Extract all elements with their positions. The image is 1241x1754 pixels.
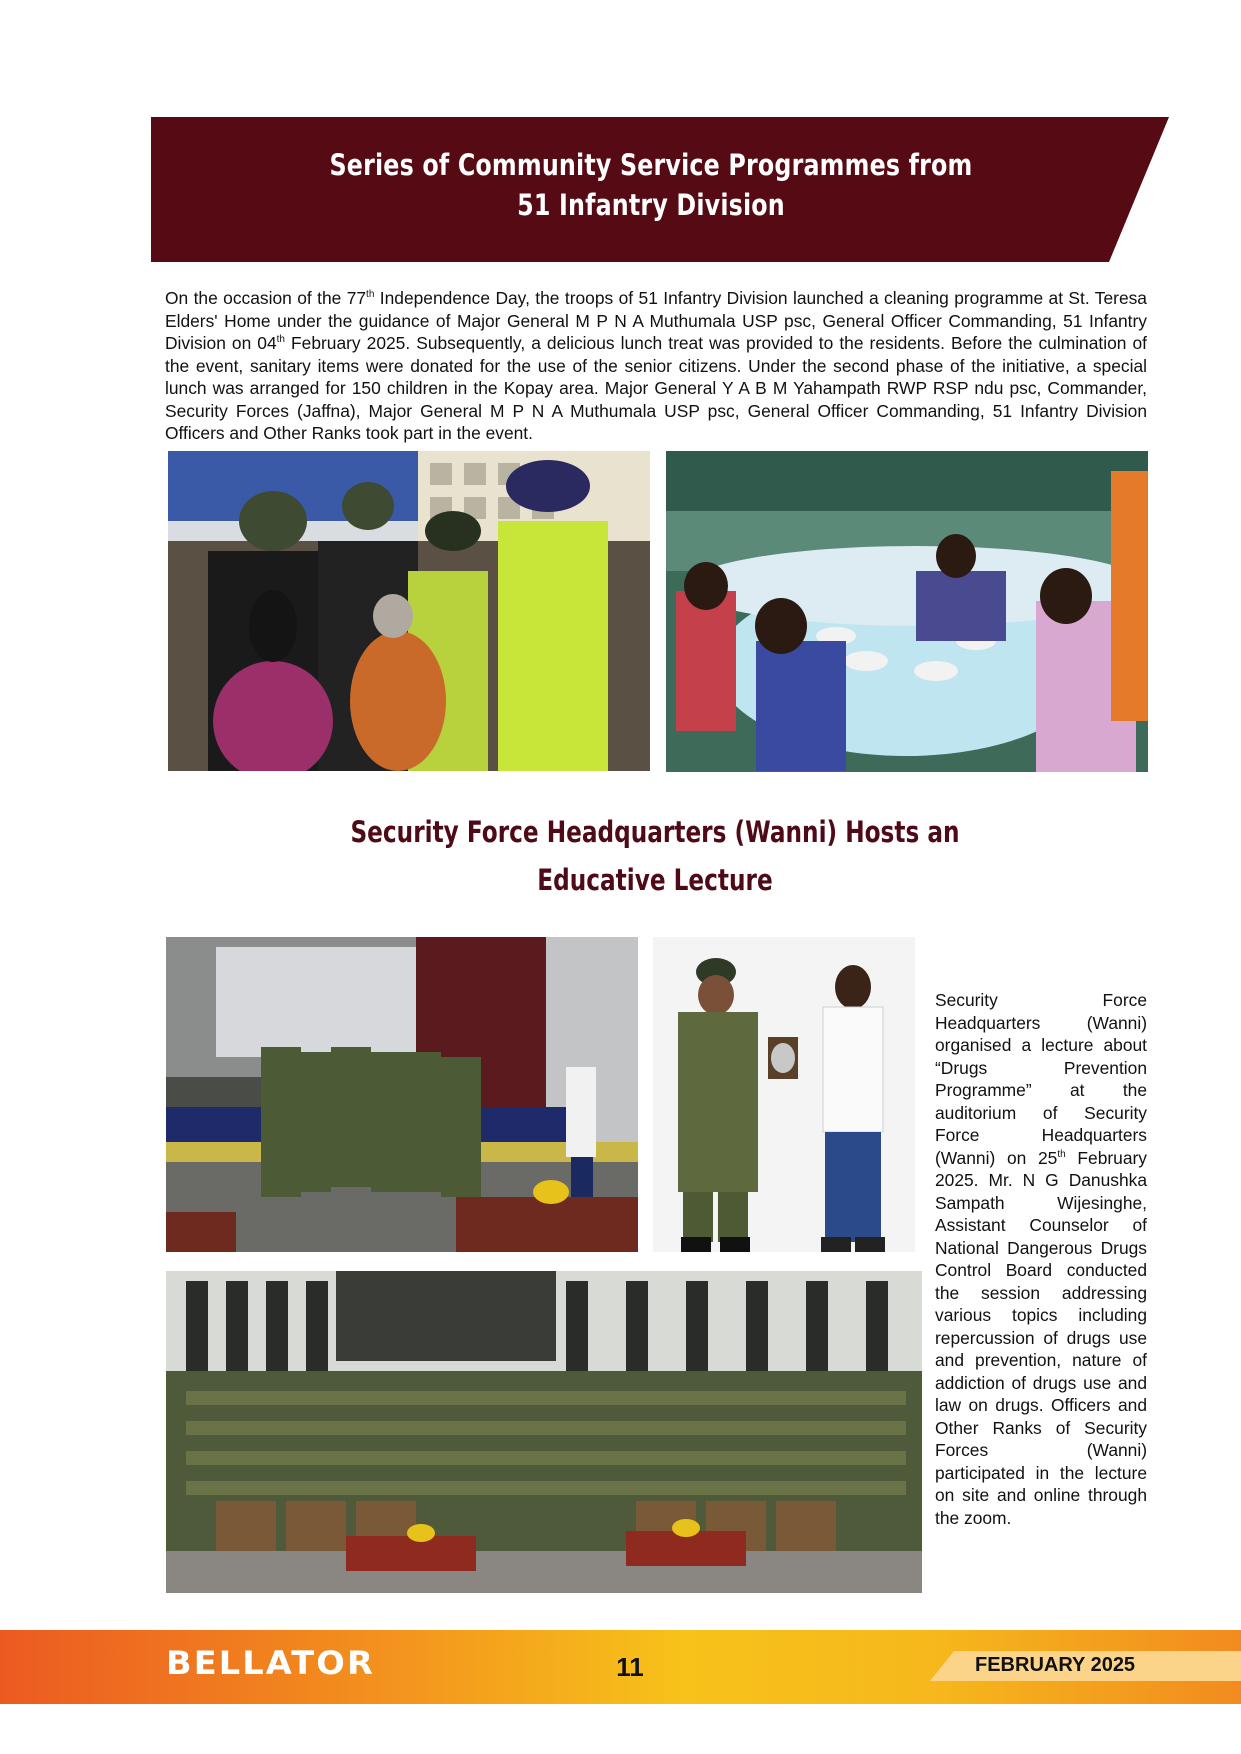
section-title (323, 808, 987, 904)
article-title-line-2: 51 Infantry Division (517, 188, 785, 222)
body-text: Security Force Headquarters (Wanni) organised a lecture about “Drugs Prevention Programme” at the auditorium of Security Force Headquarters (Wanni) on 25 (935, 990, 1147, 1168)
issue-date: FEBRUARY 2025 (975, 1654, 1136, 1676)
article-title-banner (151, 117, 1169, 262)
magazine-logo: BELLATOR (166, 1644, 375, 1682)
photo-memento-handover (653, 937, 915, 1252)
body-text: On the occasion of the 77 (165, 288, 367, 308)
ordinal-suffix: th (366, 289, 375, 301)
photo-lecture-stage (166, 937, 638, 1252)
body-text: February 2025. Mr. N G Danushka Sampath Wijesinghe, Assistant Counselor of National Dangerous Drugs Control Board conducted the session addressing various topics including repercussion of drugs use and prevention, nature of addiction of drugs use and law on drugs. Officers and Other Ranks of Security Forces (Wanni) participated in the lecture on site and online through the zoom. (935, 1147, 1147, 1528)
section-title-line-1: Security Force Headquarters (Wanni) Hosts an (350, 815, 960, 849)
article-title (241, 145, 1061, 225)
photo-elders-home (168, 451, 650, 771)
article-2-body (935, 989, 1147, 1529)
article-body (165, 287, 1147, 445)
page-number: 11 (616, 1652, 644, 1682)
body-text: February 2025. Subsequently, a delicious lunch treat was provided to the residents. Before the culmination of the event, sanitary items were donated for the use of the senior citizens. Under the second phase of the initiative, a special lunch was arranged for 150 children in the Kopay area. Major General Y A B M Yahampath RWP RSP ndu psc, Commander, Security Forces (Jaffna), Major General M P N A Muthumala USP psc, General Officer Commanding, 51 Infantry Division Officers and Other Ranks took part in the event. (165, 333, 1147, 443)
photo-children-lunch (666, 451, 1148, 772)
ordinal-suffix: th (276, 334, 285, 346)
article-title-line-1: Series of Community Service Programmes from (329, 148, 973, 182)
ordinal-suffix: th (1057, 1148, 1066, 1160)
photo-lecture-audience (166, 1271, 922, 1593)
body-text: Independence Day, the troops of 51 Infantry Division launched a cleaning programme at St. Teresa Elders' Home under the guidance of Major General M P N A Muthumala USP psc, General Officer Commanding, 51 Infantry Division on 04 (165, 288, 1147, 353)
section-title-line-2: Educative Lecture (537, 863, 773, 897)
